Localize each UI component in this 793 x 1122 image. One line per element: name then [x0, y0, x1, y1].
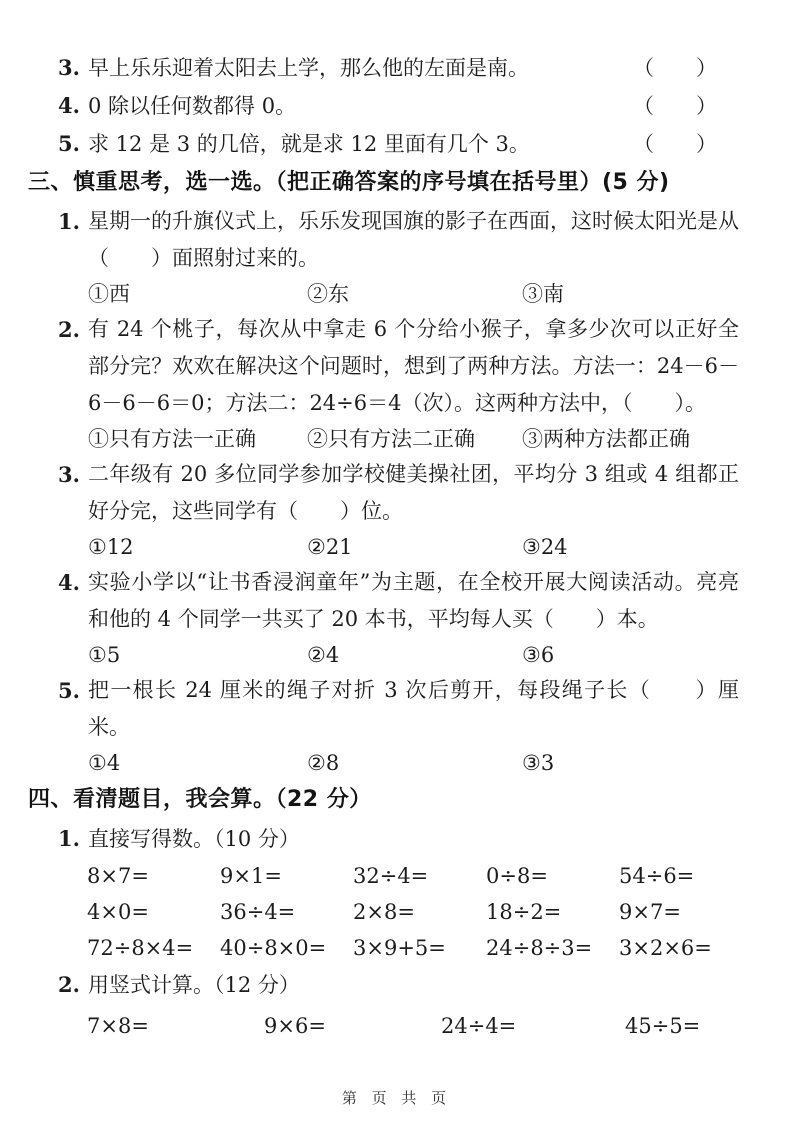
item-text: 早上乐乐迎着太阳去上学，那么他的左面是南。	[88, 56, 529, 80]
option: ②21	[307, 535, 353, 559]
equation: 18÷2=	[486, 900, 562, 924]
section-four-heading: 四、看清题目，我会算。（22 分）	[28, 787, 372, 812]
option-row	[28, 746, 743, 780]
equation: 3×9+5=	[353, 936, 446, 960]
question-number: 1.	[58, 209, 80, 234]
equation: 4×0=	[87, 900, 149, 924]
equation: 3×2×6=	[619, 936, 712, 960]
question-text: 星期一的升旗仪式上，乐乐发现国旗的影子在西面，这时候太阳光是从（ ）面照射过来的。	[88, 209, 739, 270]
option-row	[28, 277, 743, 311]
item-number: 1.	[58, 826, 80, 851]
choice-question	[28, 564, 743, 672]
option: ①西	[88, 282, 130, 306]
question-line	[28, 672, 743, 746]
option: ②东	[307, 282, 349, 306]
calc-row	[28, 894, 743, 930]
true-false-item	[28, 125, 743, 163]
option: ③24	[522, 535, 568, 559]
option: ③两种方法都正确	[522, 427, 690, 451]
option: ①4	[88, 751, 121, 775]
option-row	[28, 638, 743, 672]
item-number: 2.	[58, 972, 80, 997]
equation: 54÷6=	[619, 864, 695, 888]
question-number: 2.	[58, 317, 80, 342]
answer-bracket: （ ）	[633, 132, 717, 156]
question-line	[28, 311, 743, 422]
option: ①5	[88, 643, 121, 667]
equation: 8×7=	[87, 864, 149, 888]
item-text: 0 除以任何数都得 0。	[88, 94, 297, 118]
answer-bracket: （ ）	[633, 94, 717, 118]
option: ①12	[88, 535, 134, 559]
equation: 45÷5=	[625, 1014, 701, 1038]
equation: 2×8=	[353, 900, 415, 924]
true-false-item	[28, 49, 743, 87]
choice-question	[28, 311, 743, 456]
question-text: 二年级有 20 多位同学参加学校健美操社团，平均分 3 组或 4 组都正好分完，这些同学有（ ）位。	[88, 462, 739, 523]
question-line	[28, 564, 743, 638]
option: ②4	[307, 643, 340, 667]
question-text: 把一根长 24 厘米的绳子对折 3 次后剪开，每段绳子长（ ）厘米。	[88, 678, 739, 739]
equation: 24÷8÷3=	[486, 936, 593, 960]
option: ③3	[522, 751, 555, 775]
option: ③南	[522, 282, 564, 306]
direct-calc-title	[28, 820, 743, 858]
question-text: 实验小学以“让书香浸润童年”为主题，在全校开展大阅读活动。亮亮和他的 4 个同学一共买了 20 本书，平均每人买（ ）本。	[88, 570, 739, 631]
option-row	[28, 530, 743, 564]
choice-question	[28, 672, 743, 780]
question-number: 4.	[58, 570, 80, 595]
equation: 24÷4=	[441, 1014, 517, 1038]
choice-question	[28, 456, 743, 564]
equation: 7×8=	[87, 1014, 149, 1038]
answer-bracket: （ ）	[633, 56, 717, 80]
calc-row	[28, 930, 743, 966]
option: ①只有方法一正确	[88, 427, 256, 451]
equation: 36÷4=	[220, 900, 296, 924]
calc-row	[28, 858, 743, 894]
item-number: 3.	[58, 55, 80, 80]
column-calc-row	[28, 1006, 743, 1046]
option: ②8	[307, 751, 340, 775]
true-false-item	[28, 87, 743, 125]
column-calc-title	[28, 966, 743, 1004]
option-row	[28, 422, 743, 456]
item-number: 4.	[58, 93, 80, 118]
item-label: 直接写得数。（10 分）	[88, 827, 300, 851]
choice-question	[28, 203, 743, 311]
equation: 32÷4=	[353, 864, 429, 888]
item-text: 求 12 是 3 的几倍，就是求 12 里面有几个 3。	[88, 132, 530, 156]
page-footer: 第 页 共 页	[341, 1089, 452, 1107]
question-text: 有 24 个桃子，每次从中拿走 6 个分给小猴子，拿多少次可以正好全部分完？欢欢在解决这个问题时，想到了两种方法。方法一：24－6－6－6－6＝0；方法二：24÷6＝4（次）。这两种方法中，（ ）。	[88, 317, 739, 415]
option: ②只有方法二正确	[307, 427, 475, 451]
question-number: 5.	[58, 678, 80, 703]
section-three-heading: 三、慎重思考，选一选。（把正确答案的序号填在括号里）(5 分)	[28, 170, 670, 195]
item-number: 5.	[58, 131, 80, 156]
equation: 9×7=	[619, 900, 681, 924]
option: ③6	[522, 643, 555, 667]
equation: 9×6=	[264, 1014, 326, 1038]
question-line	[28, 203, 743, 277]
equation: 0÷8=	[486, 864, 548, 888]
question-line	[28, 456, 743, 530]
item-label: 用竖式计算。（12 分）	[88, 973, 300, 997]
equation: 9×1=	[220, 864, 282, 888]
equation: 72÷8×4=	[87, 936, 194, 960]
question-number: 3.	[58, 462, 80, 487]
equation: 40÷8×0=	[220, 936, 327, 960]
